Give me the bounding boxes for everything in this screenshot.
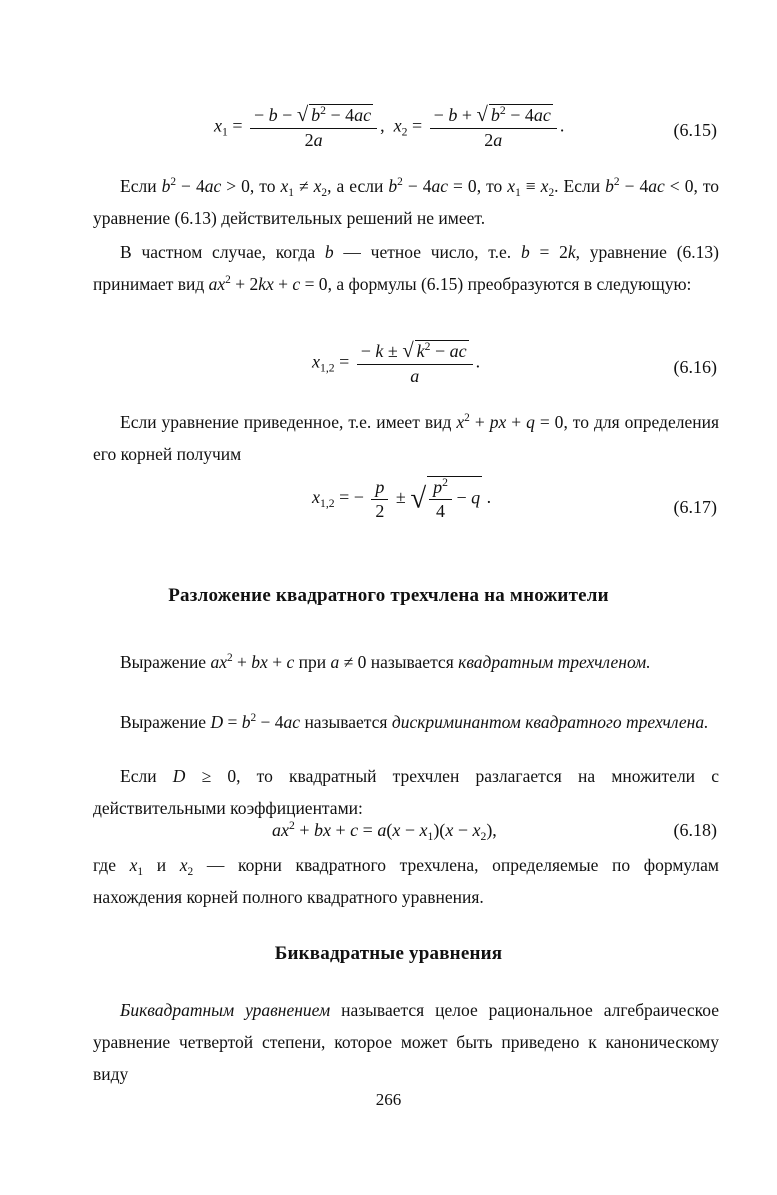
paragraph-discriminant-cases: Если $b^2 - 4ac > 0$, то $x_1 \ne x_2$, а если $b^2 - 4ac = 0$, то $x_1 \equiv x_2$. Если $b^2 - 4ac < 0$, то уравнение (6.13) действительных решений не имеет. xyxy=(93,176,720,228)
formula-6-17: $x_{1,2}$ = − $\frac{p}{2}$ ± √ $\frac{p^2}{4}$ − q . xyxy=(312,475,492,521)
page-number: 266 xyxy=(375,1090,402,1109)
formula-6-16: $x_{1,2}$ = $\frac{- k \pm √ k^2 - ac}{a}$ . xyxy=(312,339,481,386)
section-heading-factorization: Разложение квадратного трехчлена на множители xyxy=(168,585,609,606)
equation-number-6-18: (6.18) xyxy=(673,820,717,840)
paragraph-quadratic-trinomial-def: Выражение $ax^2$ + bx + c при a ≠ 0 называется квадратным трехчленом. xyxy=(120,652,651,672)
equation-number-6-17: (6.17) xyxy=(673,497,717,517)
section-heading-biquadratic: Биквадратные уравнения xyxy=(274,943,503,964)
paragraph-factorization-condition: Если D ≥ 0, то квадратный трехчлен разлагается на множители с действительными коэффициентами: xyxy=(93,766,720,818)
formula-6-18: $ax^2$ + bx + $c = a(x - x_1)(x - x_2)$, xyxy=(272,818,497,844)
paragraph-roots-explanation: где $x_1$ и $x_2$ — корни квадратного трехчлена, определяемые по формулам нахождения корней полного квадратного уравнения. xyxy=(93,855,719,907)
equation-number-6-16: (6.16) xyxy=(673,357,717,377)
paragraph-even-b-case: В частном случае, когда b — четное число, т.е. b = 2k, уравнение (6.13) принимает вид $ax^2 + 2kx + c = 0$, а формулы (6.15) преобразуются в следующую: xyxy=(93,242,719,294)
equation-number-6-15: (6.15) xyxy=(673,120,717,140)
formula-6-15: $x_1$ = $\frac{- b - √ b^2 - 4ac}{2a}$ , $x_2$ = $\frac{- b + √ b^2 - 4ac}{2a}$ . xyxy=(214,103,565,150)
paragraph-discriminant-def: Выражение $D = b^2 - 4ac$ называется дискриминантом квадратного трехчлена. xyxy=(120,712,709,732)
paragraph-reduced-equation: Если уравнение приведенное, т.е. имеет вид $x^2$ + px + q = 0, то для определения его корней получим xyxy=(93,412,719,464)
paragraph-biquadratic-def: Биквадратным уравнением называется целое рациональное алгебраическое уравнение четвертой степени, которое может быть приведено к каноническому виду xyxy=(93,1000,719,1084)
